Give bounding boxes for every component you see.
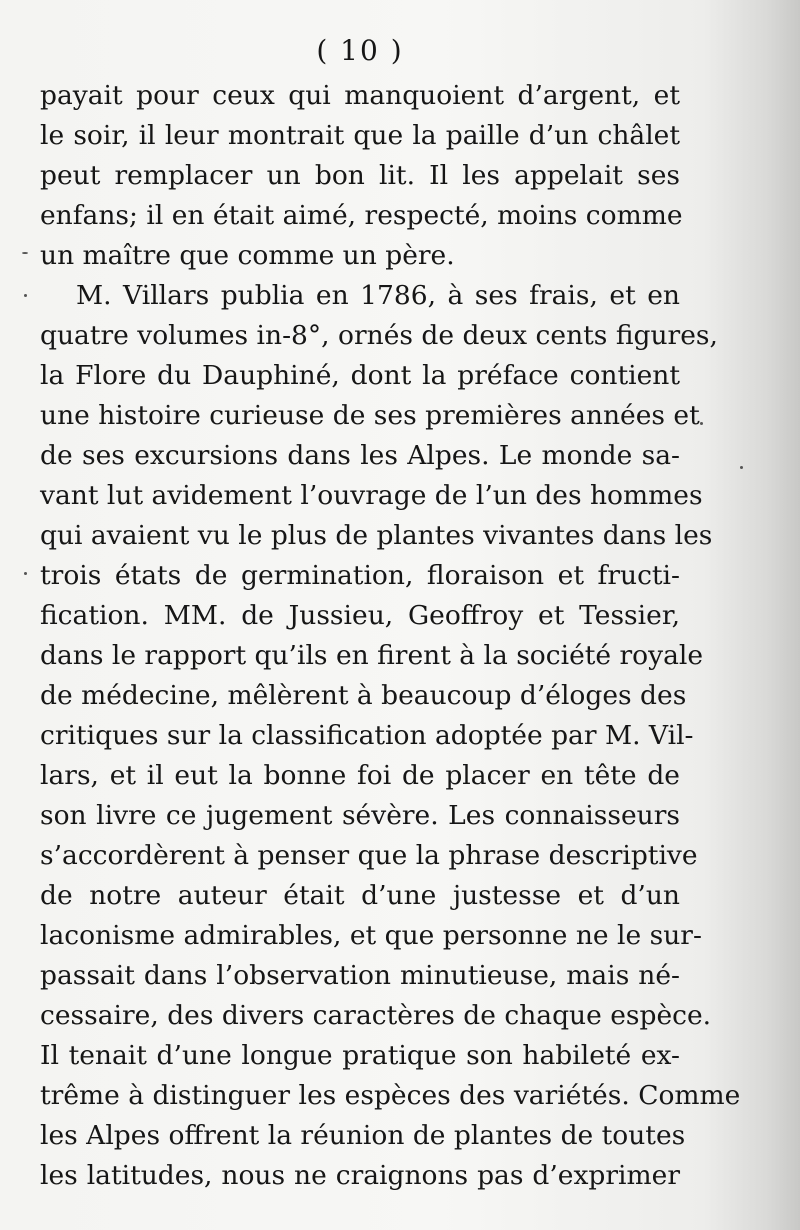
page-number: ( 10 ) (316, 34, 404, 67)
text-line: s’accordèrent à penser que la phrase descriptive (40, 840, 698, 871)
paper-speck (24, 572, 27, 575)
text-line: laconisme admirables, et que personne ne le sur- (40, 920, 702, 951)
text-line: les Alpes offrent la réunion de plantes de toutes (40, 1120, 686, 1151)
text-line: de ses excursions dans les Alpes. Le monde sa- (40, 440, 680, 471)
text-line: fication. MM. de Jussieu, Geoffroy et Tessier, (40, 600, 680, 631)
text-line: cessaire, des divers caractères de chaque espèce. (40, 1000, 712, 1031)
text-line: le soir, il leur montrait que la paille d’un châlet (40, 120, 680, 151)
paper-speck (740, 466, 743, 469)
text-line: la Flore du Dauphiné, dont la préface contient (40, 360, 680, 391)
text-line: vant lut avidement l’ouvrage de l’un des hommes (40, 480, 703, 511)
text-line: les latitudes, nous ne craignons pas d’exprimer (40, 1160, 680, 1191)
text-line: payait pour ceux qui manquoient d’argent, et (40, 80, 680, 111)
text-line: M. Villars publia en 1786, à ses frais, et en (76, 280, 680, 311)
text-line: enfans; il en était aimé, respecté, moins comme (40, 200, 683, 231)
text-line: lars, et il eut la bonne foi de placer en tête de (40, 760, 680, 791)
paper-speck (24, 294, 27, 297)
text-line: trême à distinguer les espèces des variétés. Comme (40, 1080, 741, 1111)
text-line: qui avaient vu le plus de plantes vivantes dans les (40, 520, 713, 551)
text-line: de médecine, mêlèrent à beaucoup d’éloges des (40, 680, 687, 711)
text-line: son livre ce jugement sévère. Les connaisseurs (40, 800, 680, 831)
paper-speck (700, 422, 703, 425)
text-line: critiques sur la classification adoptée par M. Vil- (40, 720, 694, 751)
text-line: quatre volumes in-8°, ornés de deux cents figures, (40, 320, 718, 351)
text-line: une histoire curieuse de ses premières années et (40, 400, 700, 431)
paper-speck (22, 252, 28, 254)
text-line: dans le rapport qu’ils en firent à la société royale (40, 640, 704, 671)
text-line: un maître que comme un père. (40, 240, 455, 271)
text-line: passait dans l’observation minutieuse, mais né- (40, 960, 680, 991)
text-line: Il tenait d’une longue pratique son habileté ex- (40, 1040, 680, 1071)
text-line: peut remplacer un bon lit. Il les appelait ses (40, 160, 680, 191)
text-line: de notre auteur était d’une justesse et d’un (40, 880, 680, 911)
text-line: trois états de germination, floraison et fructi- (40, 560, 680, 591)
